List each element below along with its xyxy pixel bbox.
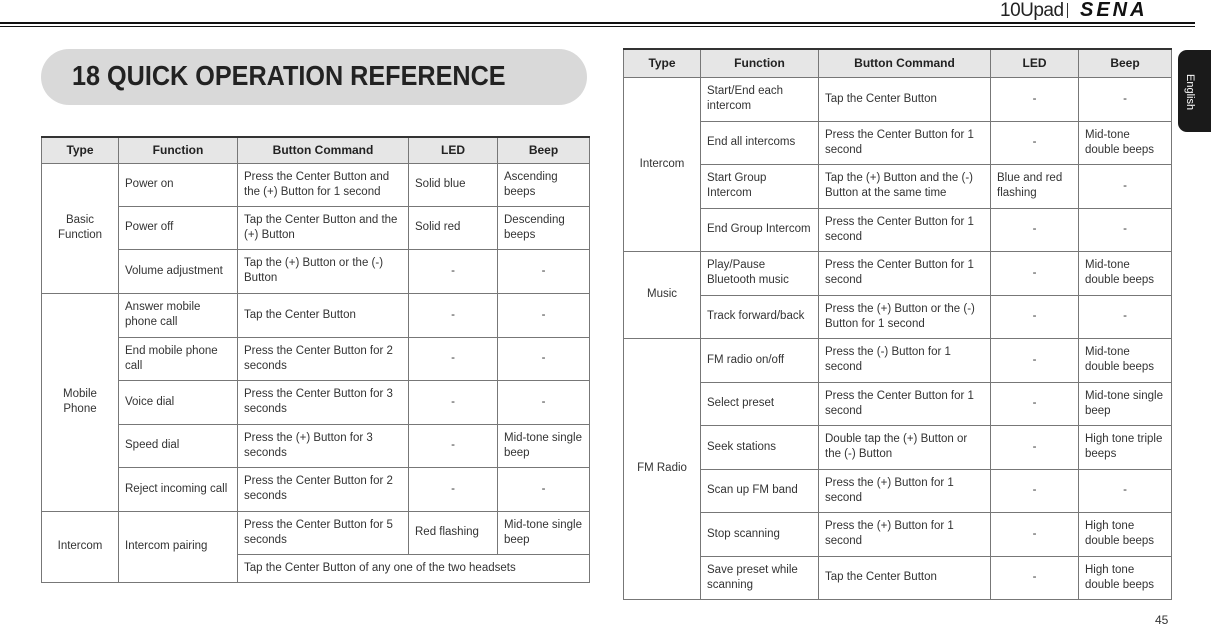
language-tab bbox=[1178, 50, 1211, 132]
table-row bbox=[42, 206, 590, 249]
type-cell: Basic Function bbox=[42, 163, 119, 293]
led-cell: - bbox=[409, 380, 498, 424]
led-cell: Red flashing bbox=[409, 511, 498, 554]
table-row bbox=[624, 251, 1172, 295]
table-row bbox=[624, 121, 1172, 164]
function-cell: Answer mobile phone call bbox=[119, 293, 238, 337]
function-cell: Start/End each intercom bbox=[701, 77, 819, 121]
led-cell: - bbox=[991, 338, 1079, 382]
table-row bbox=[624, 425, 1172, 469]
col-header-type: Type bbox=[624, 49, 701, 77]
beep-cell: Ascending beeps bbox=[498, 163, 590, 206]
type-cell: Mobile Phone bbox=[42, 293, 119, 511]
command-cell: Tap the (+) Button or the (-) Button bbox=[238, 249, 409, 293]
led-cell: - bbox=[991, 469, 1079, 512]
command-cell: Tap the Center Button bbox=[238, 293, 409, 337]
command-cell: Press the (+) Button or the (-) Button for 1 second bbox=[819, 295, 991, 338]
beep-cell: Descending beeps bbox=[498, 206, 590, 249]
brand-logo: SENA bbox=[1080, 0, 1148, 21]
beep-cell: Mid-tone double beeps bbox=[1079, 251, 1172, 295]
beep-cell: - bbox=[1079, 469, 1172, 512]
led-cell: - bbox=[409, 249, 498, 293]
command-cell: Tap the Center Button bbox=[819, 556, 991, 599]
led-cell: - bbox=[409, 337, 498, 380]
table-row bbox=[624, 208, 1172, 251]
command-cell: Tap the Center Button bbox=[819, 77, 991, 121]
command-cell: Press the Center Button for 1 second bbox=[819, 382, 991, 425]
command-cell: Press the (+) Button for 3 seconds bbox=[238, 424, 409, 467]
beep-cell: High tone double beeps bbox=[1079, 556, 1172, 599]
led-cell: - bbox=[991, 121, 1079, 164]
language-tab-label: English bbox=[1184, 74, 1196, 111]
led-cell: - bbox=[991, 208, 1079, 251]
header-rule bbox=[0, 22, 1195, 24]
function-cell: Stop scanning bbox=[701, 512, 819, 556]
header-separator bbox=[1067, 3, 1068, 18]
table-row bbox=[42, 467, 590, 511]
col-header-function: Function bbox=[701, 49, 819, 77]
table-header-row bbox=[42, 137, 590, 163]
led-cell: - bbox=[991, 556, 1079, 599]
table-row bbox=[624, 469, 1172, 512]
command-cell: Press the Center Button for 2 seconds bbox=[238, 467, 409, 511]
function-cell: Track forward/back bbox=[701, 295, 819, 338]
table-header-row bbox=[624, 49, 1172, 77]
beep-cell: - bbox=[498, 249, 590, 293]
function-cell: FM radio on/off bbox=[701, 338, 819, 382]
function-cell: Power on bbox=[119, 163, 238, 206]
led-cell: - bbox=[409, 293, 498, 337]
command-cell: Tap the (+) Button and the (-) Button at the same time bbox=[819, 164, 991, 208]
beep-cell: - bbox=[1079, 208, 1172, 251]
table-row bbox=[624, 382, 1172, 425]
led-cell: - bbox=[409, 467, 498, 511]
type-cell: Intercom bbox=[624, 77, 701, 251]
function-cell: Speed dial bbox=[119, 424, 238, 467]
header-rule-thin bbox=[0, 26, 1195, 27]
col-header-command: Button Command bbox=[238, 137, 409, 163]
function-cell: Save preset while scanning bbox=[701, 556, 819, 599]
function-cell: Scan up FM band bbox=[701, 469, 819, 512]
led-cell: - bbox=[991, 251, 1079, 295]
table-row bbox=[624, 164, 1172, 208]
beep-cell: - bbox=[1079, 295, 1172, 338]
type-cell: Music bbox=[624, 251, 701, 338]
page-number: 45 bbox=[1155, 613, 1169, 627]
command-cell: Press the Center Button for 1 second bbox=[819, 251, 991, 295]
col-header-command: Button Command bbox=[819, 49, 991, 77]
function-cell: Seek stations bbox=[701, 425, 819, 469]
table-row bbox=[42, 424, 590, 467]
function-cell: Play/Pause Bluetooth music bbox=[701, 251, 819, 295]
led-cell: Blue and red flashing bbox=[991, 164, 1079, 208]
led-cell: Solid red bbox=[409, 206, 498, 249]
beep-cell: Mid-tone single beep bbox=[498, 511, 590, 554]
table-row bbox=[42, 163, 590, 206]
function-cell: End mobile phone call bbox=[119, 337, 238, 380]
function-cell: Voice dial bbox=[119, 380, 238, 424]
beep-cell: High tone triple beeps bbox=[1079, 425, 1172, 469]
section-title-banner bbox=[41, 49, 587, 105]
command-cell: Press the (+) Button for 1 second bbox=[819, 469, 991, 512]
beep-cell: Mid-tone double beeps bbox=[1079, 338, 1172, 382]
table-row bbox=[624, 512, 1172, 556]
beep-cell: - bbox=[498, 467, 590, 511]
function-cell: Volume adjustment bbox=[119, 249, 238, 293]
table-row bbox=[42, 511, 590, 554]
led-cell: - bbox=[991, 295, 1079, 338]
col-header-function: Function bbox=[119, 137, 238, 163]
table-row bbox=[624, 556, 1172, 599]
table-row bbox=[42, 380, 590, 424]
function-cell: Power off bbox=[119, 206, 238, 249]
table-row bbox=[42, 293, 590, 337]
beep-cell: Mid-tone single beep bbox=[1079, 382, 1172, 425]
type-cell: FM Radio bbox=[624, 338, 701, 599]
led-cell: - bbox=[991, 425, 1079, 469]
table-row bbox=[624, 338, 1172, 382]
command-cell: Press the Center Button for 3 seconds bbox=[238, 380, 409, 424]
command-cell: Press the Center Button for 1 second bbox=[819, 121, 991, 164]
led-cell: - bbox=[409, 424, 498, 467]
beep-cell: Mid-tone double beeps bbox=[1079, 121, 1172, 164]
table-row bbox=[624, 77, 1172, 121]
command-cell: Press the Center Button for 2 seconds bbox=[238, 337, 409, 380]
col-header-led: LED bbox=[409, 137, 498, 163]
command-cell: Tap the Center Button of any one of the two headsets bbox=[238, 554, 590, 582]
led-cell: - bbox=[991, 512, 1079, 556]
beep-cell: - bbox=[498, 337, 590, 380]
section-title: 18 QUICK OPERATION REFERENCE bbox=[72, 60, 506, 91]
beep-cell: - bbox=[1079, 164, 1172, 208]
command-cell: Press the (-) Button for 1 second bbox=[819, 338, 991, 382]
table-row bbox=[42, 337, 590, 380]
beep-cell: - bbox=[1079, 77, 1172, 121]
command-cell: Tap the Center Button and the (+) Button bbox=[238, 206, 409, 249]
function-cell: Start Group Intercom bbox=[701, 164, 819, 208]
command-cell: Press the Center Button for 1 second bbox=[819, 208, 991, 251]
function-cell: End Group Intercom bbox=[701, 208, 819, 251]
col-header-beep: Beep bbox=[498, 137, 590, 163]
command-cell: Double tap the (+) Button or the (-) Button bbox=[819, 425, 991, 469]
quick-reference-table-right bbox=[623, 48, 1172, 600]
function-cell: End all intercoms bbox=[701, 121, 819, 164]
quick-reference-table-left bbox=[41, 136, 590, 583]
col-header-type: Type bbox=[42, 137, 119, 163]
function-cell: Intercom pairing bbox=[119, 511, 238, 582]
beep-cell: - bbox=[498, 380, 590, 424]
command-cell: Press the (+) Button for 1 second bbox=[819, 512, 991, 556]
type-cell: Intercom bbox=[42, 511, 119, 582]
col-header-led: LED bbox=[991, 49, 1079, 77]
command-cell: Press the Center Button for 5 seconds bbox=[238, 511, 409, 554]
table-row bbox=[624, 295, 1172, 338]
command-cell: Press the Center Button and the (+) Button for 1 second bbox=[238, 163, 409, 206]
function-cell: Select preset bbox=[701, 382, 819, 425]
led-cell: - bbox=[991, 382, 1079, 425]
led-cell: Solid blue bbox=[409, 163, 498, 206]
led-cell: - bbox=[991, 77, 1079, 121]
beep-cell: Mid-tone single beep bbox=[498, 424, 590, 467]
col-header-beep: Beep bbox=[1079, 49, 1172, 77]
beep-cell: High tone double beeps bbox=[1079, 512, 1172, 556]
model-name: 10Upad bbox=[1000, 0, 1064, 21]
beep-cell: - bbox=[498, 293, 590, 337]
function-cell: Reject incoming call bbox=[119, 467, 238, 511]
table-row bbox=[42, 249, 590, 293]
